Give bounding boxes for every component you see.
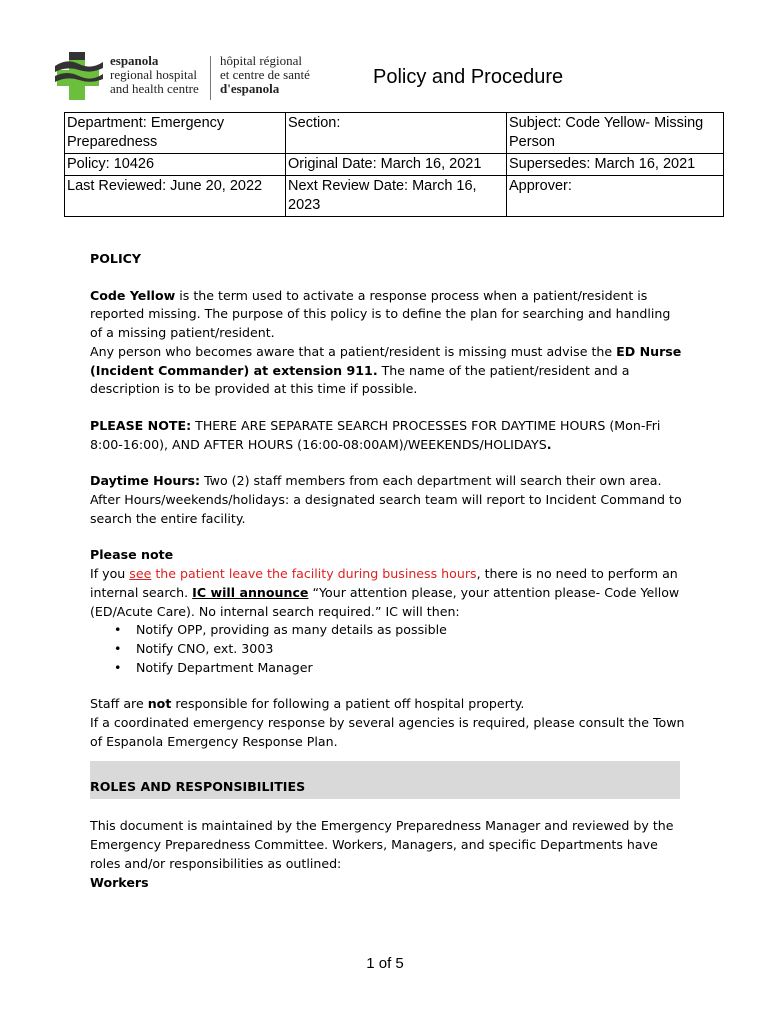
last-reviewed-cell: Last Reviewed: June 20, 2022 [65, 176, 286, 217]
logo-english-text [110, 54, 199, 96]
policy-heading: POLICY [90, 251, 142, 266]
next-review-cell: Next Review Date: March 16, 2023 [286, 176, 507, 217]
policy-p2-text: Any person who becomes aware that a patient/resident is missing must advise the [90, 343, 617, 359]
policy-p1-text: is the term used to activate a response process when a patient/resident is reported missing. The purpose of this policy is to define the plan for searching and handling of a missing patient/resident. [90, 287, 671, 341]
list-item: • Notify CNO, ext. 3003 [136, 640, 685, 659]
policy-number-cell: Policy: 10426 [65, 154, 286, 176]
section-cell: Section: [286, 113, 507, 154]
roles-heading: ROLES AND RESPONSIBILITIES [90, 779, 306, 795]
daytime-hours-text: Two (2) staff members from each department will search their own area. [200, 473, 662, 489]
after-hours-paragraph: After Hours/weekends/holidays: a designated search team will report to Incident Command to search the entire facility. [90, 492, 682, 526]
please-note-text: THERE ARE SEPARATE SEARCH PROCESSES FOR DAYTIME HOURS (Mon-Fri 8:00-16:00), AND AFTER HOURS (16:00-08:00AM)/WEEKENDS/HOLIDAYS [90, 417, 661, 452]
code-yellow-term: Code Yellow [90, 287, 176, 303]
ic-actions-list [90, 621, 685, 677]
roles-heading-band [90, 761, 680, 799]
workers-subheading: Workers [90, 874, 149, 890]
staff-b: responsible for following a patient off hospital property. [171, 696, 525, 712]
staff-not: not [147, 696, 172, 712]
logo-fr-line-1: hôpital régional [220, 53, 302, 68]
page-number: 1 of 5 [366, 955, 404, 972]
approver-cell: Approver: [507, 176, 724, 217]
pn-text: , there is no need to perform an internal search. [90, 566, 678, 600]
list-item: • Notify OPP, providing as many details as possible [136, 621, 685, 640]
table-row [65, 113, 724, 154]
logo-fr-line-3: d'espanola [220, 81, 280, 96]
staff-responsibility-paragraph [90, 695, 685, 714]
logo-french-text [220, 54, 310, 96]
supersedes-cell: Supersedes: March 16, 2021 [507, 154, 724, 176]
logo-divider [210, 56, 211, 100]
ed-nurse-contact: ED Nurse (Incident Commander) at extension 911. [90, 343, 682, 378]
logo-en-line-2: regional hospital [110, 67, 198, 82]
department-cell: Department: Emergency Preparedness [65, 113, 286, 154]
daytime-hours-label: Daytime Hours: [90, 473, 201, 489]
logo-en-line-1: espanola [110, 53, 159, 68]
please-note-subheading: Please note [90, 547, 174, 563]
document-type-title: Policy and Procedure [373, 66, 564, 88]
pn-if: If you [90, 566, 130, 582]
logo-en-line-3: and health centre [110, 81, 199, 96]
table-row [65, 154, 724, 176]
roles-paragraph: This document is maintained by the Emergency Preparedness Manager and reviewed by the Emergency Preparedness Committee. Workers, Managers, and specific Departments have roles and/or responsibilities as outlined: [90, 818, 674, 871]
daytime-hours-paragraph [90, 472, 685, 491]
policy-metadata-table [64, 112, 724, 217]
document-body [90, 250, 685, 892]
list-item: • Notify Department Manager [136, 659, 685, 678]
original-date-cell: Original Date: March 16, 2021 [286, 154, 507, 176]
coordinated-response-paragraph: If a coordinated emergency response by several agencies is required, please consult the Town of Espanola Emergency Response Plan. [90, 715, 685, 749]
business-hours-paragraph [90, 565, 685, 621]
staff-a: Staff are [90, 696, 148, 712]
hospital-logo-icon [55, 52, 105, 102]
please-note-end: . [546, 436, 552, 452]
please-note-paragraph [90, 417, 685, 454]
subject-cell: Subject: Code Yellow- Missing Person [507, 113, 724, 154]
table-row [65, 176, 724, 217]
logo-fr-line-2: et centre de santé [220, 67, 310, 82]
business-hours-highlight: the patient leave the facility during business hours [151, 566, 477, 582]
please-note-label: PLEASE NOTE: [90, 417, 192, 433]
policy-paragraph-2 [90, 343, 685, 399]
policy-p2-tail: The name of the patient/resident and a description is to be provided at this time if possible. [90, 362, 630, 397]
ic-will-announce: IC will announce [192, 584, 309, 600]
policy-paragraph-1 [90, 287, 685, 343]
pn-quote: “Your attention please, your attention please- Code Yellow (ED/Acute Care). No internal search required.” IC will then: [90, 584, 680, 619]
see-link: see [129, 566, 152, 582]
document-header [55, 52, 715, 107]
